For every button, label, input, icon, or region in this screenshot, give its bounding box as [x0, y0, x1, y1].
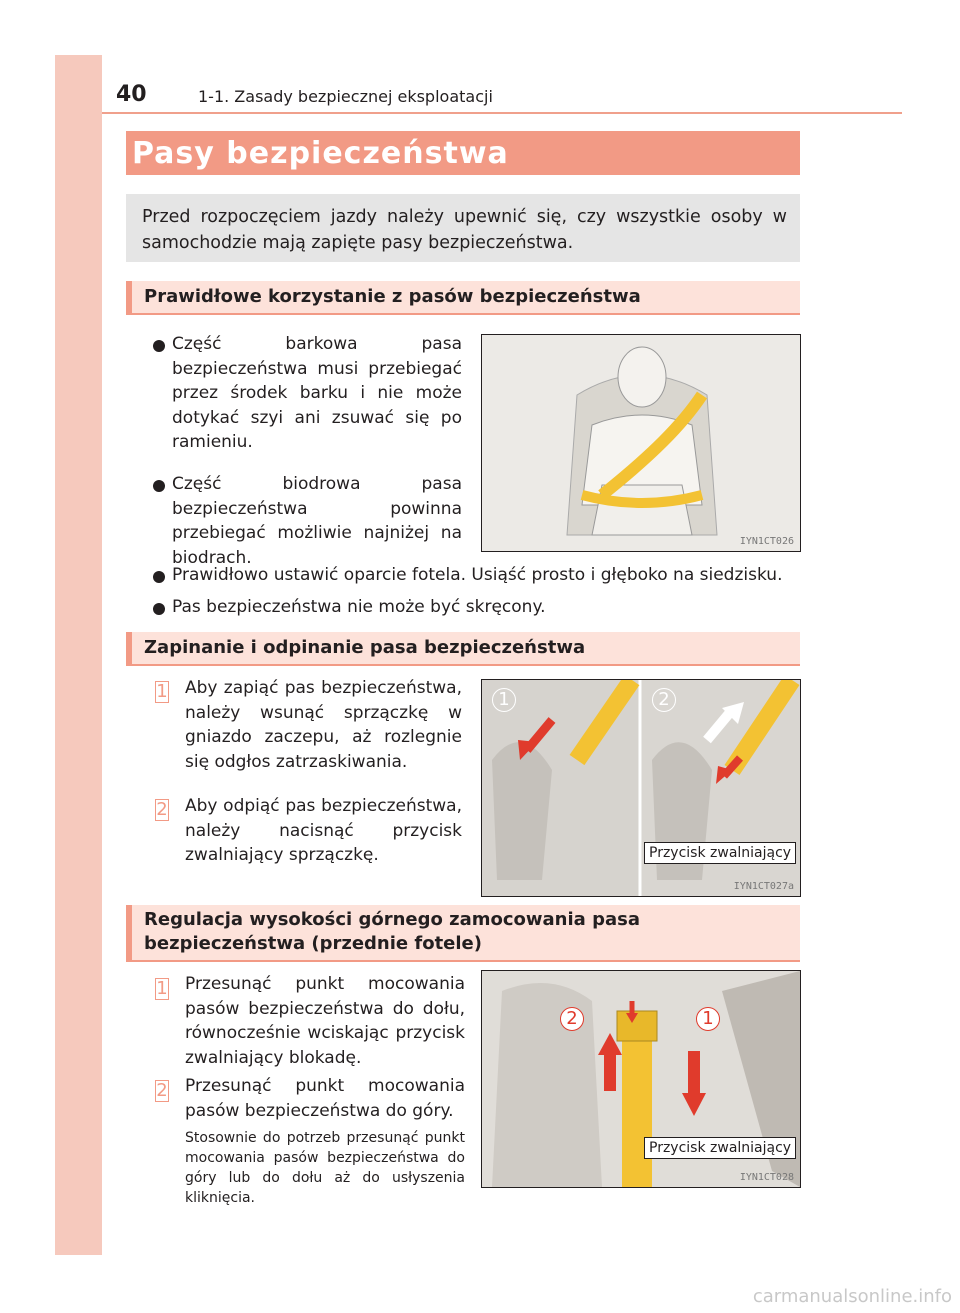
step-text: Przesunąć punkt mocowania pasów bezpieczeństwa do góry.	[185, 1076, 465, 1121]
bullet-item: Pas bezpieczeństwa nie może być skręcony.	[172, 597, 546, 617]
step-number: 2	[156, 799, 168, 820]
header-rule	[102, 112, 902, 114]
section-heading-text: Zapinanie i odpinanie pasa bezpieczeństwa	[144, 637, 586, 658]
bullet-item: Część biodrowa pasa bezpieczeństwa powinna przebiegać możliwie najniżej na biodrach.	[172, 474, 462, 568]
figure-code: IYN1CT028	[739, 1172, 794, 1183]
step-number: 1	[156, 978, 168, 999]
watermark: carmanualsonline.info	[752, 1286, 952, 1307]
release-button-callout: Przycisk zwalniający	[644, 842, 796, 864]
adjust-note: Stosownie do potrzeb przesunąć punkt mocowania pasów bezpieczeństwa do góry lub do dołu aż do usłyszenia kliknięcia.	[185, 1130, 465, 1206]
page-number: 40	[116, 82, 147, 107]
page-title: Pasy bezpieczeństwa	[132, 136, 509, 171]
running-head: 1-1. Zasady bezpiecznej eksploatacji	[198, 87, 493, 106]
section-heading-text: Regulacja wysokości górnego zamocowania pasa	[144, 909, 640, 930]
step-text: Aby odpiąć pas bezpieczeństwa, należy nacisnąć przycisk zwalniający sprzączkę.	[185, 796, 462, 865]
figure-seated-passenger	[481, 334, 801, 552]
section-heading-buckle	[126, 632, 800, 666]
bullet-item: Część barkowa pasa bezpieczeństwa musi przebiegać przez środek barku i nie może dotykać szyi ani zsuwać się po ramieniu.	[172, 334, 462, 452]
release-button-callout: Przycisk zwalniający	[644, 1137, 796, 1159]
figure-buckle	[481, 679, 801, 897]
figure-label: 1	[696, 1007, 720, 1031]
figure-anchor-adjust	[481, 970, 801, 1188]
figure-code: IYN1CT027a	[733, 881, 794, 892]
step-text: Przesunąć punkt mocowania pasów bezpieczeństwa do dołu, równocześnie wciskając przycisk zwalniający blokadę.	[185, 974, 465, 1068]
section-heading-anchor-adjust	[126, 905, 800, 962]
step-text: Aby zapiąć pas bezpieczeństwa, należy wsunąć sprzączkę w gniazdo zaczepu, aż rozlegnie się odgłos zatrzaskiwania.	[185, 678, 462, 772]
section-heading-text: Prawidłowe korzystanie z pasów bezpieczeństwa	[144, 286, 641, 307]
section-heading-correct-use	[126, 281, 800, 315]
intro-text: Przed rozpoczęciem jazdy należy upewnić się, czy wszystkie osoby w samochodzie mają zapięte pasy bezpieczeństwa.	[142, 207, 787, 253]
figure-label: 2	[652, 688, 676, 712]
bullet-icon	[153, 340, 165, 352]
seated-passenger-illustration	[482, 335, 800, 551]
section-heading-text: bezpieczeństwa (przednie fotele)	[144, 933, 482, 954]
bullet-item: Prawidłowo ustawić oparcie fotela. Usiąść prosto i głęboko na siedzisku.	[172, 565, 783, 585]
step-number: 1	[156, 681, 168, 702]
page-title-bar	[126, 131, 800, 175]
step-number: 2	[156, 1080, 168, 1101]
intro-box	[126, 194, 800, 262]
bullet-icon	[153, 571, 165, 583]
figure-label: 1	[492, 688, 516, 712]
figure-code: IYN1CT026	[739, 536, 794, 547]
figure-label: 2	[560, 1007, 584, 1031]
bullet-icon	[153, 603, 165, 615]
bullet-icon	[153, 480, 165, 492]
page-side-tab	[55, 55, 102, 1255]
